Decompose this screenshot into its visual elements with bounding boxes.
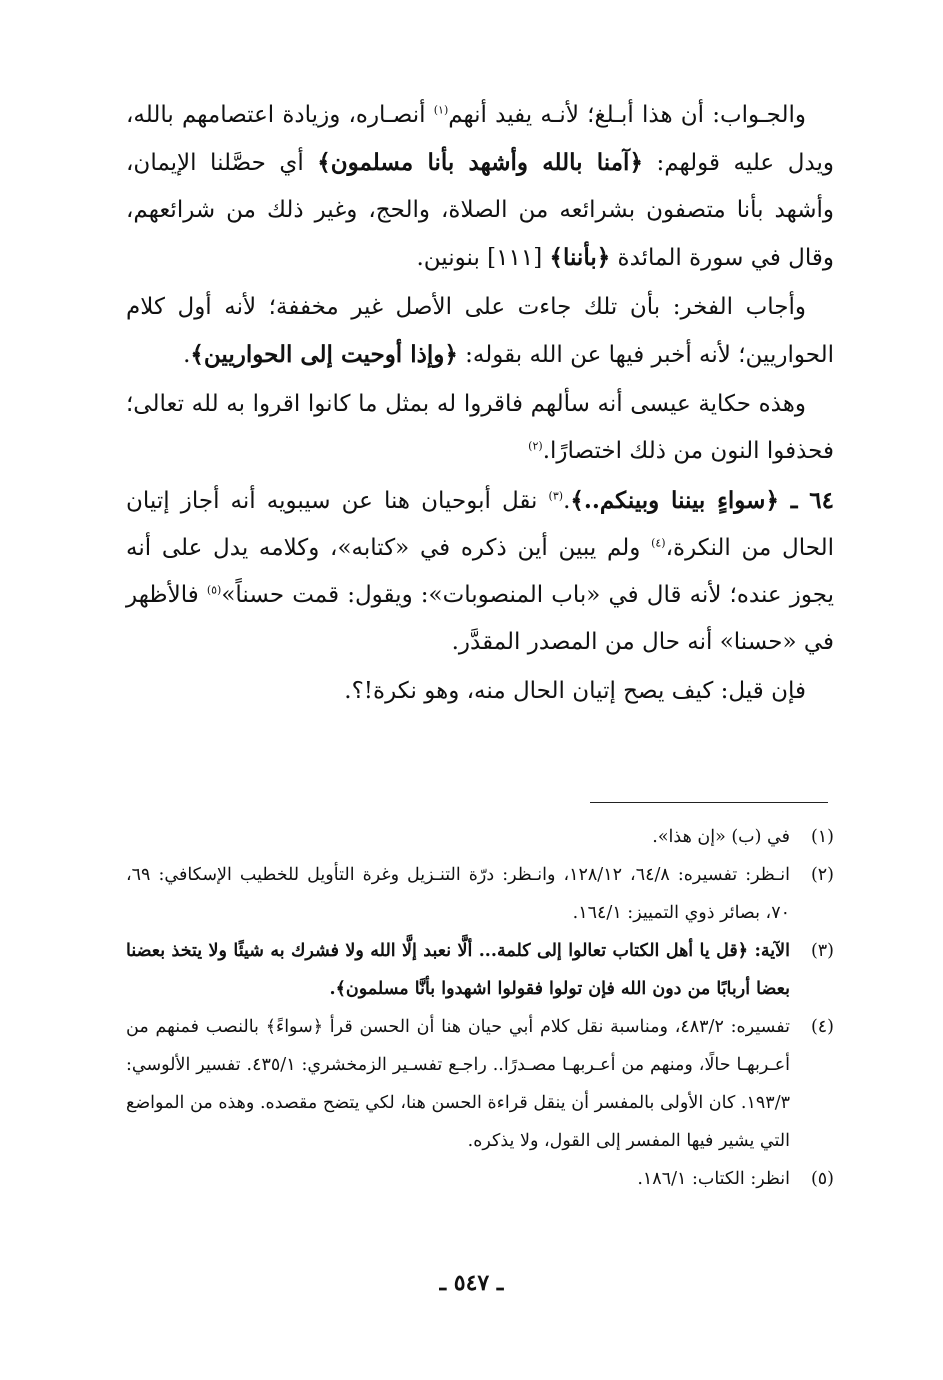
footnote-ref: (٥): [206, 583, 222, 597]
footnote-number: (١): [810, 827, 834, 847]
footnotes: [126, 818, 834, 1198]
footnote-text: انـظر: تفسيره: ٦٤/٨، ١٢٨/١٢، وانـظر: درّة التنـزيل وغرة التأويل للخطيب الإسكافي: ٦٩، ٧٠، بصائر ذوي التمييز: ١٦٤/١.: [126, 865, 790, 923]
text-run: أنصـاره، وزيادة اعتصامهم بالله، ويدل عليه قولهم:: [126, 102, 834, 176]
footnote-2: [126, 856, 834, 932]
footnote-number: (٤): [810, 1017, 834, 1037]
footnote-ref: (١): [433, 103, 449, 117]
footnote-1: [126, 818, 834, 856]
text-run: [١١١] بنونين.: [416, 245, 550, 271]
quran-quote: ﴿آمنا بالله وأشهد بأنا مسلمون﴾: [317, 149, 643, 176]
text-run: أي حصَّلنا الإيمان، وأشهد بأنا متصفون بشرائعه من الصلاة، والحج، وغير ذلك من شرائعهم، وقال في سورة المائدة: [126, 150, 834, 271]
text-run: وهذه حكاية عيسى أنه سألهم فاقروا له بمثل ما كانوا اقروا به لله تعالى؛ فحذفوا النون من ذلك اختصارًا.: [126, 391, 834, 464]
footnote-number: (٥): [810, 1169, 834, 1189]
footnote-ref: (٢): [528, 439, 543, 453]
footnote-text: انظر: الكتاب: ١٨٦/١.: [637, 1169, 790, 1189]
paragraph-answer: [126, 92, 834, 282]
footnote-text: في (ب) «إن هذا».: [652, 827, 790, 847]
text-run: والجـواب: أن هذا أبـلغ؛ لأنـه يفيد أنهم: [448, 102, 806, 128]
text-run: .: [183, 342, 191, 368]
quran-quote: ﴿بأننا﴾: [549, 244, 611, 271]
footnote-text: الآية: ﴿قل يا أهل الكتاب تعالوا إلى كلمة... ألَّا نعبد إلَّا الله ولا فشرك به شيئًا ولا يتخذ بعضنا بعضا أربابًا من دون الله فإن تولوا فقولوا اشهدوا بأنَّا مسلمون﴾.: [126, 941, 790, 999]
text-run: وأجاب الفخر: بأن تلك جاءت على الأصل غير مخففة؛ لأنه أول كلام الحواريين؛ لأنه أخبر فيها عن الله بقوله:: [126, 294, 834, 368]
text-run: ولم يبين أين ذكره في «كتابه»، وكلامه يدل على أنه يجوز عنده؛ لأنه قال في «باب المنصوبات»: ويقول: قمت حسناً»: [126, 535, 834, 608]
page-number: ـ ٥٤٧ ـ: [439, 1270, 504, 1296]
text-run: .: [563, 488, 571, 514]
text-run: فالأظهر في «حسنا» أنه حال من المصدر المقدَّر.: [126, 582, 834, 655]
main-text: [126, 92, 834, 715]
footnote-ref: (٤): [651, 536, 666, 550]
text-run: فإن قيل: كيف يصح إتيان الحال منه، وهو نكرة!؟.: [344, 678, 806, 704]
quran-quote: ﴿سواءٍ بيننا وبينكم..﴾: [570, 487, 779, 514]
verse-number: ٦٤ ـ: [778, 487, 834, 514]
footnote-number: (٣): [810, 941, 834, 961]
footnote-3: [126, 932, 834, 1008]
paragraph-question: [126, 668, 834, 715]
paragraph-64: [126, 477, 834, 666]
footnote-number: (٢): [810, 865, 834, 885]
paragraph-isa: [126, 381, 834, 475]
footnote-ref: (٣): [548, 489, 564, 503]
paragraph-fakhr: [126, 284, 834, 379]
text-run: نقل أبوحيان هنا عن سيبويه أنه أجاز إتيان الحال من النكرة،: [126, 488, 834, 561]
footnote-divider: [590, 802, 828, 803]
footnote-4: [126, 1008, 834, 1160]
quran-quote: ﴿وإذا أوحيت إلى الحواريين﴾: [190, 341, 458, 368]
footnote-text: تفسيره: ٤٨٣/٢، ومناسبة نقل كلام أبي حيان هنا أن الحسن قرأ ﴿سواءً﴾ بالنصب فمنهم من أعـربهـا حالًا، ومنهم من أعـربهـا مصـدرًا.. راجـع تفسـير الزمخشري: ٤٣٥/١. تفسير الألوسي: ١٩٣/٣. كان الأولى بالمفسر أن ينقل قراءة الحسن هنا، لكي يتضح مقصده. وهذه من المواضع التي يشير فيها المفسر إلى القول، ولا يذكره.: [126, 1017, 790, 1151]
footnote-5: [126, 1160, 834, 1198]
